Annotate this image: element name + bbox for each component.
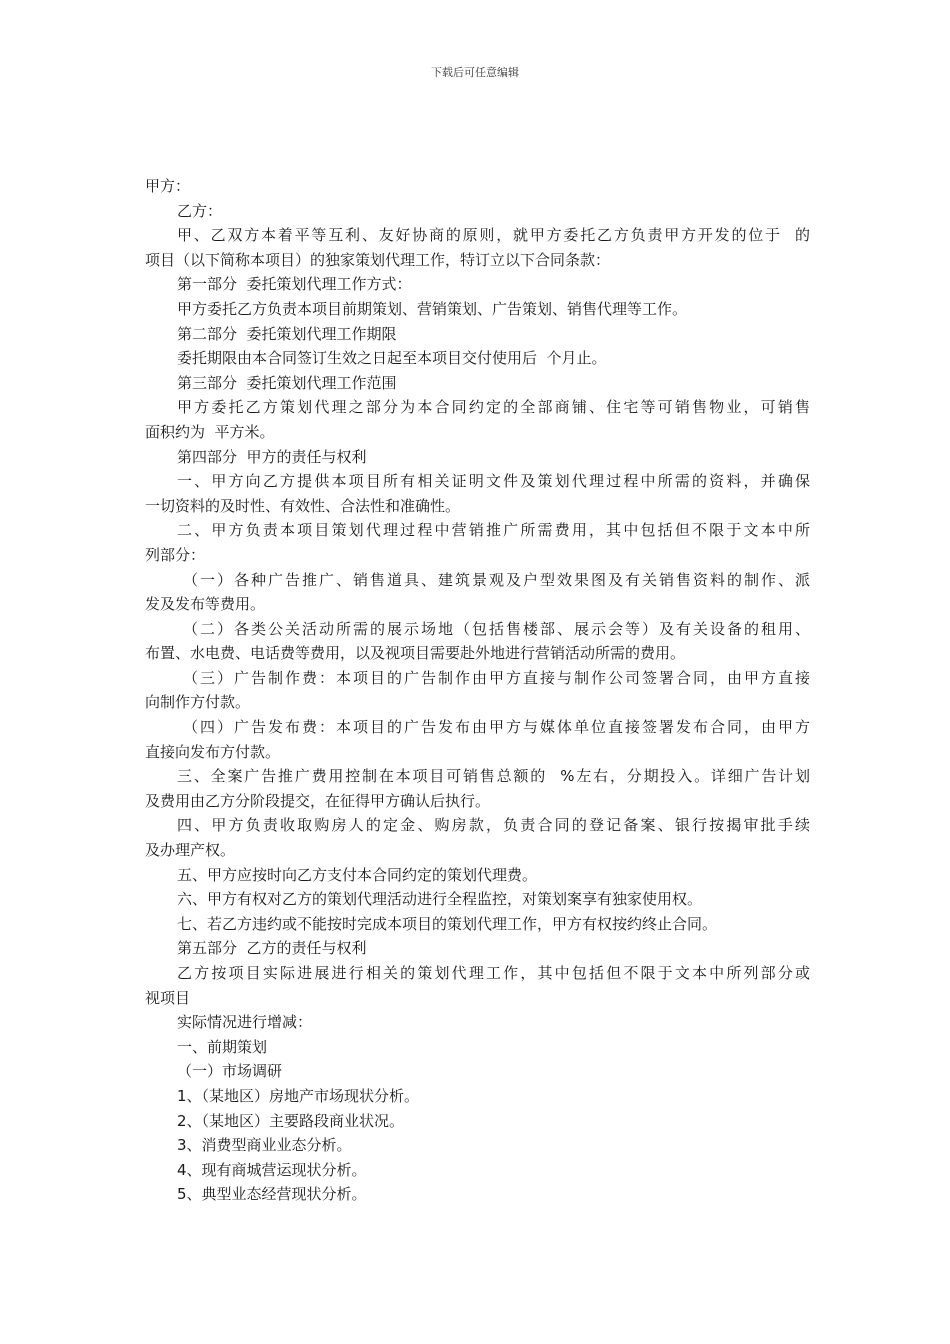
research-item-5: 5、典型业态经营现状分析。 bbox=[177, 1185, 367, 1204]
section-1-heading: 第一部分 委托策划代理工作方式： bbox=[177, 275, 412, 294]
section-4-heading: 第四部分 甲方的责任与权利 bbox=[177, 447, 367, 466]
clause-4-2-line-2: 列部分： bbox=[145, 545, 206, 564]
research-item-1: 1、（某地区）房地产市场现状分析。 bbox=[177, 1086, 420, 1105]
section-3-text-line-1: 甲方委托乙方策划代理之部分为本合同约定的全部商铺、住宅等可销售物业，可销售 bbox=[177, 398, 810, 417]
item-4-2-4-line-2: 直接向发布方付款。 bbox=[145, 742, 281, 761]
clause-4-3-line-1: 三、全案广告推广费用控制在本项目可销售总额的 %左右，分期投入。详细广告计划 bbox=[177, 767, 810, 786]
section-2-text: 委托期限由本合同签订生效之日起至本项目交付使用后 个月止。 bbox=[177, 349, 607, 368]
item-4-2-2-line-1: （二）各类公关活动所需的展示场地（包括售楼部、展示会等）及有关设备的租用、 bbox=[183, 619, 810, 638]
clause-4-1-line-1: 一、甲方向乙方提供本项目所有相关证明文件及策划代理过程中所需的资料，并确保 bbox=[177, 472, 810, 491]
research-item-3: 3、消费型商业业态分析。 bbox=[177, 1136, 352, 1155]
section-5-text-line-1: 乙方按项目实际进展进行相关的策划代理工作，其中包括但不限于文本中所列部分或 bbox=[177, 964, 810, 982]
section-5-text-line-3: 实际情况进行增减： bbox=[177, 1013, 313, 1032]
clause-4-3-line-2: 及费用由乙方分阶段提交，在征得甲方确认后执行。 bbox=[145, 791, 491, 810]
item-4-2-3-line-1: （三）广告制作费：本项目的广告制作由甲方直接与制作公司签署合同，由甲方直接 bbox=[183, 668, 810, 687]
section-5-heading: 第五部分 乙方的责任与权利 bbox=[177, 939, 367, 958]
item-4-2-2-line-2: 布置、水电费、电话费等费用，以及视项目需要赴外地进行营销活动所需的费用。 bbox=[145, 644, 686, 663]
clause-4-1-line-2: 一切资料的及时性、有效性、合法性和准确性。 bbox=[145, 496, 461, 515]
item-4-2-1-line-2: 发及发布等费用。 bbox=[145, 595, 266, 614]
page-header: 下载后可任意编辑 bbox=[431, 66, 519, 79]
clause-4-4-line-2: 及办理产权。 bbox=[145, 841, 236, 860]
item-4-2-3-line-2: 向制作方付款。 bbox=[145, 693, 251, 712]
contract-body bbox=[145, 174, 810, 1207]
market-research-heading: （一）市场调研 bbox=[177, 1062, 283, 1081]
research-item-2: 2、（某地区）主要路段商业状况。 bbox=[177, 1111, 405, 1130]
preamble-line-2: 项目（以下简称本项目）的独家策划代理工作，特订立以下合同条款： bbox=[145, 250, 611, 269]
clause-4-5: 五、甲方应按时向乙方支付本合同约定的策划代理费。 bbox=[177, 865, 538, 884]
pre-planning-heading: 一、前期策划 bbox=[177, 1037, 268, 1056]
section-5-text-line-2: 视项目 bbox=[145, 988, 191, 1007]
item-4-2-1-line-1: （一）各种广告推广、销售道具、建筑景观及户型效果图及有关销售资料的制作、派 bbox=[183, 570, 810, 589]
clause-4-2-line-1: 二、甲方负责本项目策划代理过程中营销推广所需费用，其中包括但不限于文本中所 bbox=[177, 521, 810, 540]
clause-4-7: 七、若乙方违约或不能按时完成本项目的策划代理工作，甲方有权按约终止合同。 bbox=[177, 914, 718, 933]
party-a-label: 甲方： bbox=[145, 177, 191, 195]
clause-4-6: 六、甲方有权对乙方的策划代理活动进行全程监控，对策划案享有独家使用权。 bbox=[177, 890, 703, 909]
research-item-4: 4、现有商城营运现状分析。 bbox=[177, 1160, 367, 1179]
section-2-heading: 第二部分 委托策划代理工作期限 bbox=[177, 324, 397, 343]
party-b-label: 乙方： bbox=[177, 201, 223, 220]
preamble-line-1: 甲、乙双方本着平等互利、友好协商的原则，就甲方委托乙方负责甲方开发的位于 的 bbox=[177, 226, 810, 245]
section-1-text: 甲方委托乙方负责本项目前期策划、营销策划、广告策划、销售代理等工作。 bbox=[177, 299, 688, 318]
section-3-heading: 第三部分 委托策划代理工作范围 bbox=[177, 373, 397, 392]
clause-4-4-line-1: 四、甲方负责收取购房人的定金、购房款，负责合同的登记备案、银行按揭审批手续 bbox=[177, 816, 810, 835]
section-3-text-line-2: 面积约为 平方米。 bbox=[145, 422, 275, 441]
item-4-2-4-line-1: （四）广告发布费：本项目的广告发布由甲方与媒体单位直接签署发布合同，由甲方 bbox=[183, 718, 810, 737]
